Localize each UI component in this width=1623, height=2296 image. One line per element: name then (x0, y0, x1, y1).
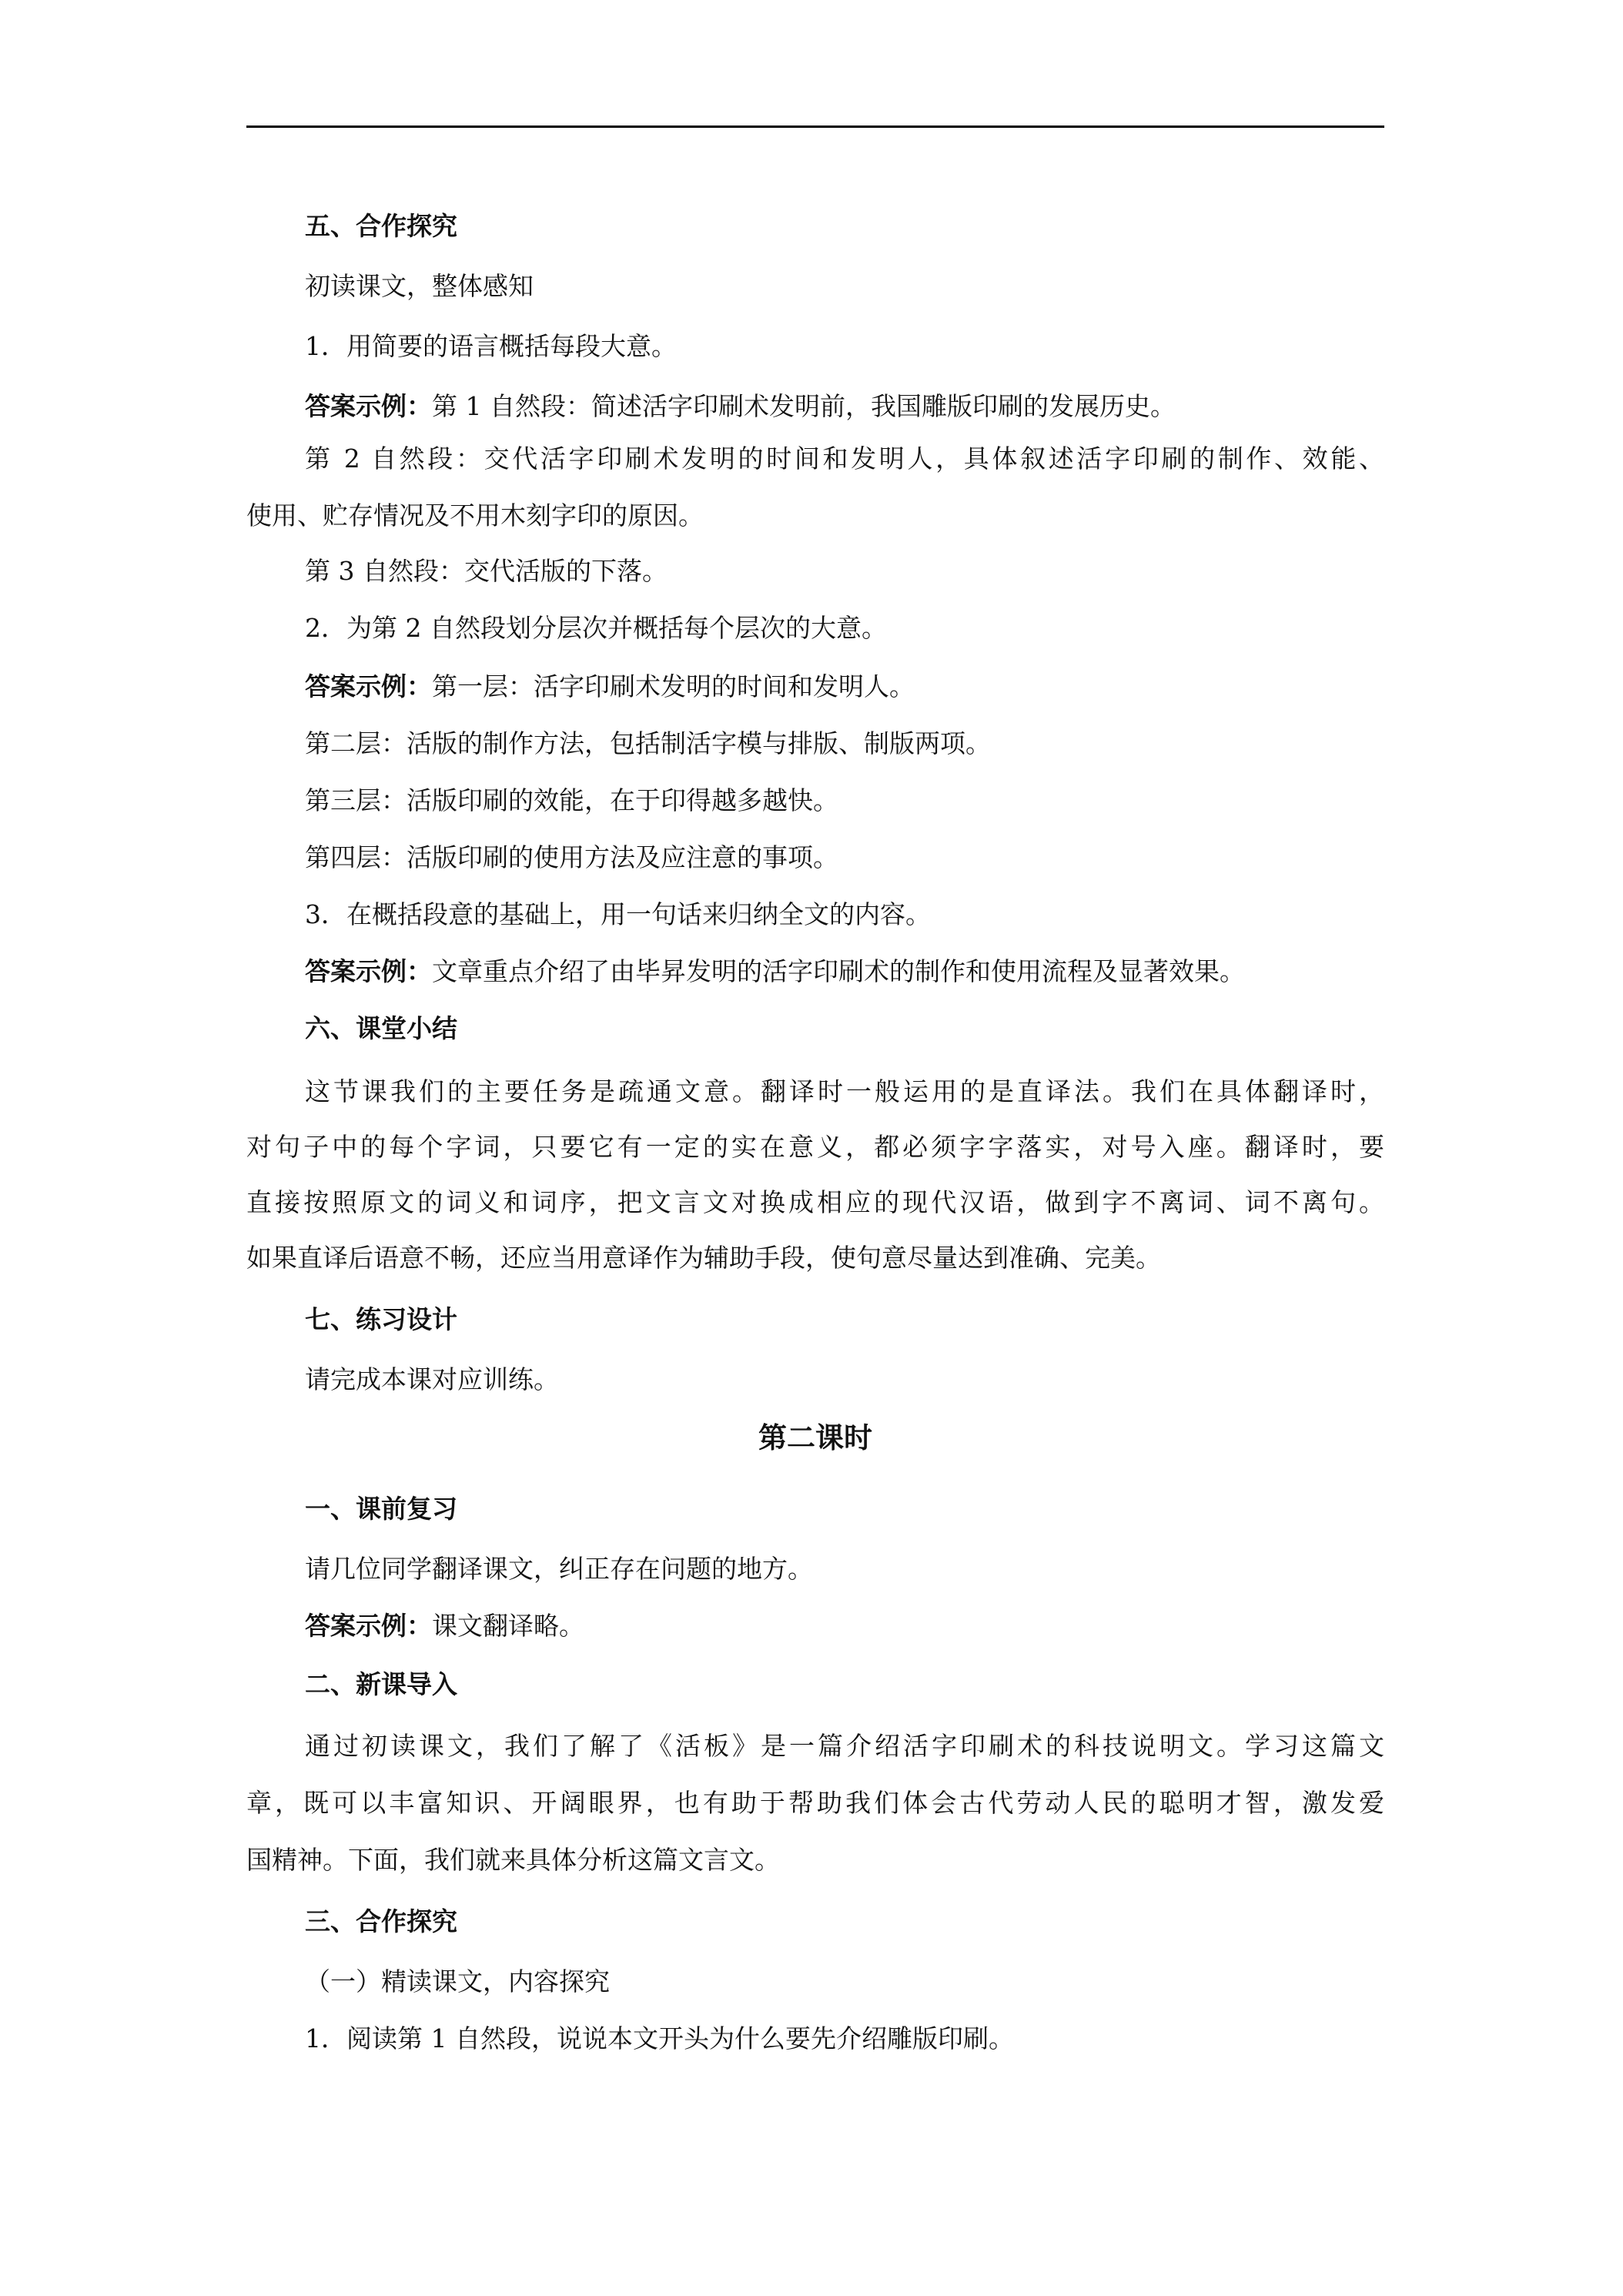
header-rule (246, 126, 1384, 128)
answer-line (305, 390, 1384, 423)
answer-line: 第四层：活版印刷的使用方法及应注意的事项。 (305, 842, 838, 872)
paragraph-line: 对句子中的每个字词，只要它有一定的实在意义，都必须字字落实，对号入座。翻译时，要 (246, 1132, 1384, 1162)
section-heading: 五、合作探究 (305, 211, 457, 241)
paragraph-line: 通过初读课文，我们了解了《活板》是一篇介绍活字印刷术的科技说明文。学习这篇文 (305, 1731, 1384, 1761)
paragraph-line: 章，既可以丰富知识、开阔眼界，也有助于帮助我们体会古代劳动人民的聪明才智，激发爱 (246, 1788, 1384, 1818)
paragraph-line: 如果直译后语意不畅，还应当用意译作为辅助手段，使句意尽量达到准确、完美。 (246, 1243, 1161, 1273)
subsection-heading: （一）精读课文，内容探究 (305, 1966, 610, 1996)
lesson-title: 第二课时 (758, 1421, 872, 1454)
answer-label: 答案示例： (305, 671, 432, 701)
section-heading: 一、课前复习 (305, 1494, 457, 1524)
answer-line (305, 1609, 1384, 1643)
section-heading: 六、课堂小结 (305, 1013, 457, 1043)
answer-label: 答案示例： (305, 1611, 432, 1641)
paragraph: 请完成本课对应训练。 (305, 1364, 559, 1394)
answer-label: 答案示例： (305, 391, 432, 421)
answer-text: 文章重点介绍了由毕昇发明的活字印刷术的制作和使用流程及显著效果。 (432, 956, 1245, 986)
question: 1．阅读第 1 自然段，说说本文开头为什么要先介绍雕版印刷。 (305, 2023, 1014, 2053)
section-heading: 三、合作探究 (305, 1906, 457, 1936)
answer-line: 第二层：活版的制作方法，包括制活字模与排版、制版两项。 (305, 728, 991, 758)
answer-line: 使用、贮存情况及不用木刻字印的原因。 (246, 500, 704, 530)
answer-line: 第 3 自然段：交代活版的下落。 (305, 556, 668, 586)
answer-text: 第 1 自然段：简述活字印刷术发明前，我国雕版印刷的发展历史。 (432, 391, 1176, 421)
paragraph-line: 直接按照原文的词义和词序，把文言文对换成相应的现代汉语，做到字不离词、词不离句。 (246, 1187, 1384, 1217)
answer-line: 第 2 自然段：交代活字印刷术发明的时间和发明人，具体叙述活字印刷的制作、效能、 (305, 443, 1384, 474)
question: 1．用简要的语言概括每段大意。 (305, 331, 677, 361)
answer-line (305, 670, 1384, 704)
answer-text: 课文翻译略。 (432, 1611, 584, 1641)
question: 3．在概括段意的基础上，用一句话来归纳全文的内容。 (305, 899, 931, 929)
answer-line: 第三层：活版印刷的效能，在于印得越多越快。 (305, 785, 838, 815)
answer-label: 答案示例： (305, 956, 432, 986)
answer-line (305, 955, 1384, 989)
question: 2．为第 2 自然段划分层次并概括每个层次的大意。 (305, 613, 887, 643)
section-heading: 二、新课导入 (305, 1669, 457, 1699)
paragraph: 初读课文，整体感知 (305, 271, 534, 301)
paragraph: 请几位同学翻译课文，纠正存在问题的地方。 (305, 1554, 813, 1584)
paragraph-line: 国精神。下面，我们就来具体分析这篇文言文。 (246, 1845, 780, 1875)
paragraph-line: 这节课我们的主要任务是疏通文意。翻译时一般运用的是直译法。我们在具体翻译时， (305, 1076, 1384, 1106)
section-heading: 七、练习设计 (305, 1304, 457, 1334)
answer-text: 第一层：活字印刷术发明的时间和发明人。 (432, 671, 915, 701)
